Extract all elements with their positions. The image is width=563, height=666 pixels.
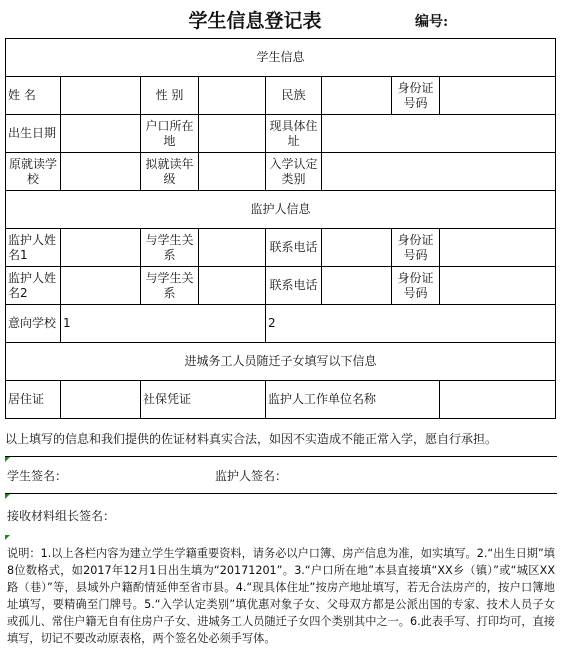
label-social-insurance: 社保凭证 xyxy=(141,381,266,419)
cell-marker-2 xyxy=(5,494,10,499)
divider-1 xyxy=(5,456,557,457)
label-prev-school: 原就读学校 xyxy=(6,153,61,191)
input-id-number[interactable] xyxy=(440,77,556,115)
label-guardian-id-1: 身份证号码 xyxy=(392,229,440,267)
instructions-note: 说明：1.以上各栏内容为建立学生学籍重要资料，请务必以户口簿、房产信息为准，如实填写。2.“出生日期”填8位数格式，如2017年12月1日出生填为“20171201”。3.“户口所在地”本县直接填“XX乡（镇）”或“城区XX路（巷）”等，县域外户籍酌情延伸至省市县。4.“现具体住址”按房产地址填写，若无合法房产的，按户口簿地址填写，要精确至门牌号。5.“入学认定类别”填优惠对象子女、父母双方都是公派出国的专家、技术人员子女或孤儿、常住户籍无自有住房户子女、进城务工人员随迁子女四个类别其中之一。6.此表手写、打印均可，直接填写，切记不要改动原表格，两个签名处必须手写体。 xyxy=(7,547,555,645)
label-address: 现具体住址 xyxy=(266,115,322,153)
input-guardian-name-1[interactable] xyxy=(61,229,141,267)
registration-table xyxy=(5,38,556,419)
label-gender: 性 别 xyxy=(141,77,199,115)
section-student-info: 学生信息 xyxy=(6,39,556,77)
label-relation-1: 与学生关系 xyxy=(141,229,199,267)
input-name[interactable] xyxy=(61,77,141,115)
student-signature-label: 学生签名： xyxy=(7,469,68,483)
input-address[interactable] xyxy=(322,115,556,153)
divider-2 xyxy=(5,493,557,494)
label-phone-1: 联系电话 xyxy=(266,229,322,267)
input-school-choice-1[interactable]: 1 xyxy=(61,305,266,343)
label-hukou: 户口所在地 xyxy=(141,115,199,153)
input-guardian-id-2[interactable] xyxy=(440,267,556,305)
form-title: 学生信息登记表 xyxy=(188,10,322,32)
label-phone-2: 联系电话 xyxy=(266,267,322,305)
receiver-signature-label: 接收材料组长签名： xyxy=(7,509,116,523)
label-target-school: 意向学校 xyxy=(6,305,61,343)
input-phone-1[interactable] xyxy=(322,229,392,267)
input-relation-2[interactable] xyxy=(199,267,266,305)
section-guardian-info: 监护人信息 xyxy=(6,191,556,229)
input-prev-school[interactable] xyxy=(61,153,141,191)
label-target-grade: 拟就读年级 xyxy=(141,153,199,191)
label-ethnicity: 民族 xyxy=(266,77,322,115)
guardian-signature-label: 监护人签名： xyxy=(215,469,288,483)
declaration-text: 以上填写的信息和我们提供的佐证材料真实合法，如因不实造成不能正常入学，愿自行承担。 xyxy=(5,432,498,446)
label-birth-date: 出生日期 xyxy=(6,115,61,153)
cell-marker-1 xyxy=(5,457,10,462)
input-residence-permit[interactable] xyxy=(61,381,141,419)
input-birth-date[interactable] xyxy=(61,115,141,153)
label-guardian-name-2: 监护人姓名2 xyxy=(6,267,61,305)
serial-number-label: 编号: xyxy=(415,14,449,30)
input-category[interactable] xyxy=(322,153,556,191)
input-ethnicity[interactable] xyxy=(322,77,392,115)
input-guardian-name-2[interactable] xyxy=(61,267,141,305)
input-target-grade[interactable] xyxy=(199,153,266,191)
input-employer[interactable] xyxy=(440,381,556,419)
label-id-number: 身份证号码 xyxy=(392,77,440,115)
label-category: 入学认定类别 xyxy=(266,153,322,191)
label-name: 姓 名 xyxy=(6,77,61,115)
label-relation-2: 与学生关系 xyxy=(141,267,199,305)
label-guardian-id-2: 身份证号码 xyxy=(392,267,440,305)
label-residence-permit: 居住证 xyxy=(6,381,61,419)
input-relation-1[interactable] xyxy=(199,229,266,267)
input-phone-2[interactable] xyxy=(322,267,392,305)
cell-marker-3 xyxy=(5,535,10,540)
input-gender[interactable] xyxy=(199,77,266,115)
input-hukou[interactable] xyxy=(199,115,266,153)
label-employer: 监护人工作单位名称 xyxy=(266,381,440,419)
section-migrant-info: 进城务工人员随迁子女填写以下信息 xyxy=(6,343,556,381)
label-guardian-name-1: 监护人姓名1 xyxy=(6,229,61,267)
input-school-choice-2[interactable]: 2 xyxy=(266,305,556,343)
input-guardian-id-1[interactable] xyxy=(440,229,556,267)
